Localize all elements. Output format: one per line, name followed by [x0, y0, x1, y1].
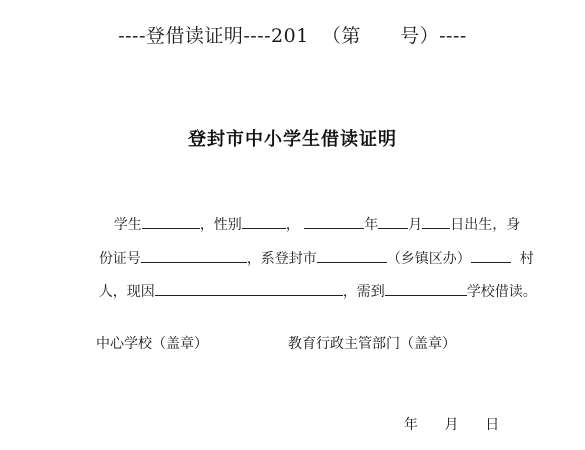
gender-blank — [242, 213, 286, 229]
birth-day-blank — [422, 213, 450, 229]
village-blank — [471, 247, 511, 263]
stub-title: ----登借读证明----201 （第 号）---- — [118, 25, 467, 47]
school-seal-label: 中心学校（盖章） — [96, 336, 208, 352]
separator-comma: ， — [285, 217, 300, 233]
date-line — [386, 398, 499, 450]
student-name-blank — [142, 213, 200, 229]
reason-blank — [155, 280, 343, 296]
birth-year-blank — [304, 213, 364, 229]
date-month-label: 月 — [444, 417, 459, 433]
document-title: 登封市中小学生借读证明 — [188, 129, 397, 150]
year-label: 年 — [364, 217, 379, 233]
school-label: 学校借读。 — [466, 284, 537, 300]
body-row-3 — [0, 264, 585, 317]
month-label: 月 — [408, 217, 423, 233]
township-blank — [317, 247, 387, 263]
reason-label: 人，现因 — [98, 284, 155, 300]
id-number-label: 份证号 — [98, 251, 141, 267]
village-label: 村 — [519, 251, 534, 267]
education-dept-seal-label: 教育行政主管部门（盖章） — [288, 336, 456, 352]
student-label: 学生 — [113, 217, 142, 233]
date-day-label: 日 — [485, 417, 500, 433]
need-label: ，需到 — [342, 284, 385, 300]
township-label: （乡镇区办） — [386, 251, 471, 267]
date-year-label: 年 — [403, 417, 418, 433]
birth-month-blank — [378, 213, 408, 229]
gender-label: ，性别 — [199, 217, 242, 233]
city-label: ，系登封市 — [246, 251, 317, 267]
id-number-blank — [141, 247, 247, 263]
born-label: 日出生，身 — [450, 217, 521, 233]
school-blank — [385, 280, 467, 296]
